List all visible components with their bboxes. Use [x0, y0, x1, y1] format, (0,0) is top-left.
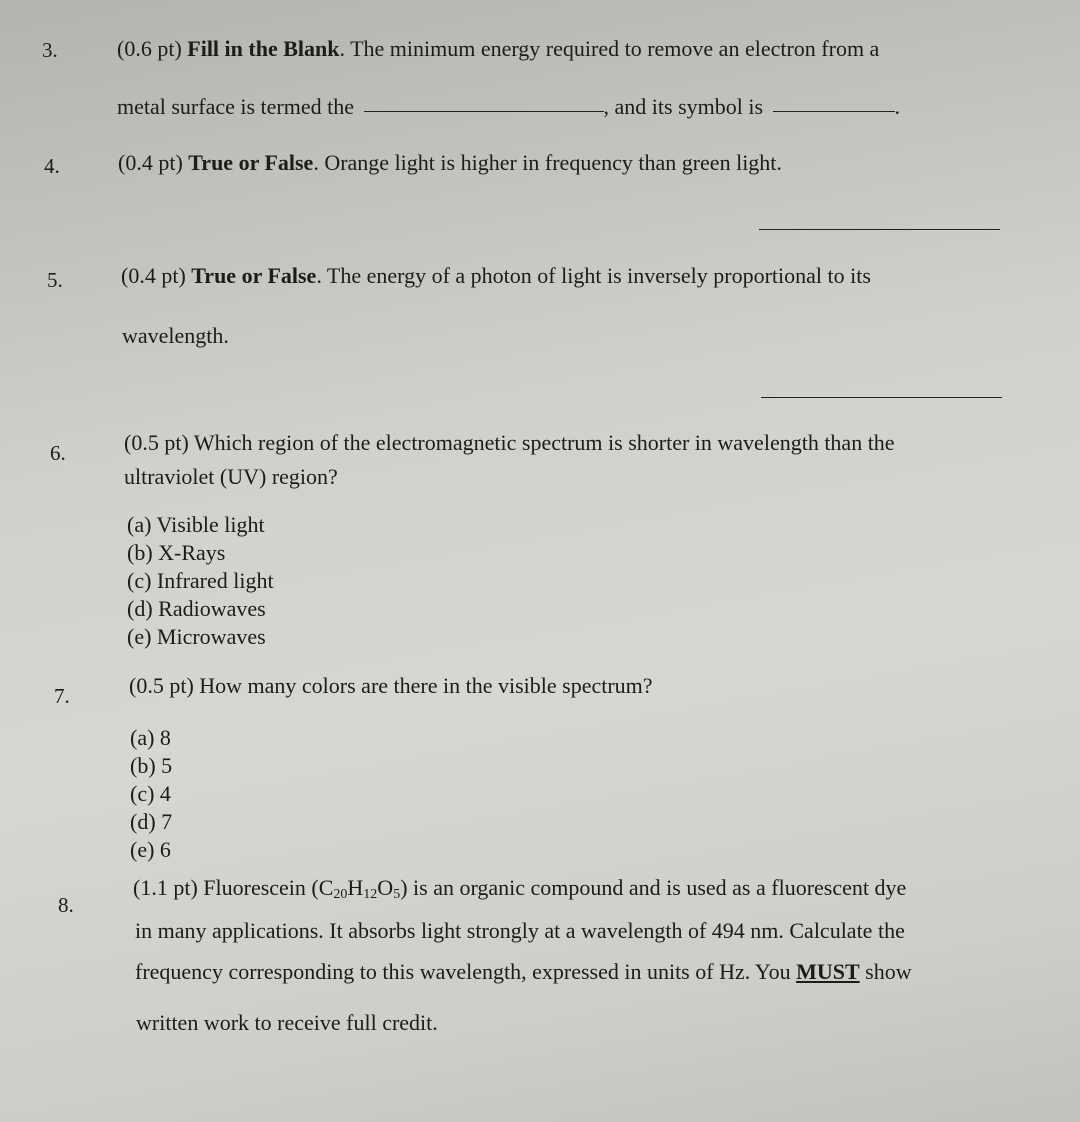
question-6-number: 6.	[50, 441, 66, 465]
question-8-number: 8.	[58, 893, 74, 917]
question-3-number: 3.	[42, 38, 58, 62]
question-4-number: 4.	[44, 154, 60, 178]
question-7-choice-d[interactable]: (d) 7	[130, 809, 173, 834]
question-6-choice-b[interactable]: (b) X-Rays	[127, 540, 226, 565]
question-8-line-3	[135, 961, 912, 983]
question-8-line-4: written work to receive full credit.	[136, 1010, 438, 1035]
question-6-choice-e[interactable]: (e) Microwaves	[127, 624, 266, 649]
question-5-line-2: wavelength.	[122, 323, 229, 348]
question-3-type: Fill in the Blank	[187, 36, 340, 61]
question-8-subscript-carbon: 20	[333, 887, 348, 902]
question-5-type: True or False	[191, 263, 317, 288]
question-8-hydrogen: H	[347, 875, 364, 900]
question-7-choice-a[interactable]: (a) 8	[130, 725, 171, 750]
question-8-line-1	[133, 877, 906, 902]
question-6-choice-c[interactable]: (c) Infrared light	[127, 568, 274, 593]
question-8-subscript-oxygen: 5	[393, 887, 401, 902]
question-4-type: True or False	[188, 150, 314, 175]
question-5-prompt: . The energy of a photon of light is inversely proportional to its	[316, 263, 871, 288]
question-7-number: 7.	[54, 684, 70, 708]
question-6-line-1: (0.5 pt) Which region of the electromagnetic spectrum is shorter in wavelength than the	[124, 430, 895, 455]
question-8-line-1-end: ) is an organic compound and is used as a fluorescent dye	[400, 875, 907, 900]
question-3-points: (0.6 pt)	[117, 36, 182, 61]
question-6-choice-d[interactable]: (d) Radiowaves	[127, 596, 266, 621]
question-5-answer-blank[interactable]	[761, 397, 1002, 398]
question-3-line-2-start: metal surface is termed the	[117, 94, 355, 119]
question-6-line-2: ultraviolet (UV) region?	[124, 464, 338, 489]
question-8-line-3-end: show	[865, 959, 912, 984]
question-3-line-2-end: .	[894, 94, 901, 119]
question-7-choice-e[interactable]: (e) 6	[130, 837, 171, 862]
question-8-oxygen: O	[377, 875, 394, 900]
question-8-line-2: in many applications. It absorbs light strongly at a wavelength of 494 nm. Calculate the	[135, 918, 905, 943]
question-3-symbol-blank[interactable]	[773, 110, 895, 112]
question-5-line-1	[121, 265, 871, 287]
question-7-line-1: (0.5 pt) How many colors are there in the visible spectrum?	[129, 673, 653, 698]
question-3-term-blank[interactable]	[364, 110, 604, 112]
question-6-choice-a[interactable]: (a) Visible light	[127, 512, 265, 537]
question-8-subscript-hydrogen: 12	[363, 887, 378, 902]
question-8-line-3-start: frequency corresponding to this wavelength, expressed in units of Hz. You	[135, 959, 791, 984]
question-3-line-1	[117, 38, 879, 60]
question-3-line-2-mid: , and its symbol is	[603, 94, 764, 119]
question-4-prompt: . Orange light is higher in frequency than green light.	[313, 150, 782, 175]
question-8-line-1-start: (1.1 pt) Fluorescein (C	[133, 875, 334, 900]
question-8-must: MUST	[796, 959, 860, 984]
question-3-prompt: . The minimum energy required to remove an electron from a	[339, 36, 880, 61]
question-5-number: 5.	[47, 268, 63, 292]
question-7-choice-b[interactable]: (b) 5	[130, 753, 173, 778]
question-4-points: (0.4 pt)	[118, 150, 183, 175]
question-5-points: (0.4 pt)	[121, 263, 186, 288]
question-4-answer-blank[interactable]	[759, 229, 1000, 230]
question-7-choice-c[interactable]: (c) 4	[130, 781, 171, 806]
question-3-line-2	[117, 96, 900, 118]
question-4-line-1	[118, 152, 782, 174]
